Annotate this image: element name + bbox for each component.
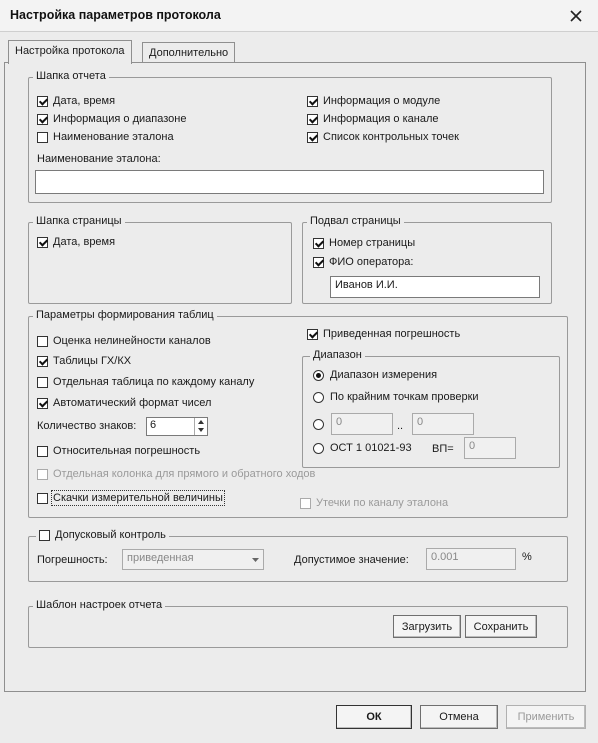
error-type-label: Погрешность: (37, 554, 108, 566)
table-params-legend: Параметры формирования таблиц (33, 309, 217, 321)
percent-unit: % (522, 551, 532, 563)
page-header-group (28, 222, 292, 304)
allowed-value-label: Допустимое значение: (294, 554, 409, 566)
range-custom-dot (313, 419, 324, 430)
page-footer-legend: Подвал страницы (307, 215, 404, 227)
tab-additional[interactable]: Дополнительно (142, 42, 235, 63)
separate-column-check (37, 469, 48, 480)
reduced-error-check (307, 329, 318, 340)
date-time-checkbox[interactable]: Дата, время (37, 95, 115, 107)
cancel-button[interactable]: Отмена (420, 705, 498, 729)
range-to-input[interactable]: 0 (412, 413, 474, 435)
leaks-checkbox[interactable]: Утечки по каналу эталона (300, 497, 448, 509)
tab-protocol-settings[interactable]: Настройка протокола (8, 40, 132, 64)
close-button[interactable] (564, 6, 588, 26)
separate-table-checkbox[interactable]: Отдельная таблица по каждому каналу (37, 376, 254, 388)
apply-button[interactable]: Применить (506, 705, 586, 729)
close-icon (570, 10, 582, 22)
date-time-check (37, 96, 48, 107)
chevron-down-icon (251, 557, 260, 563)
page-header-legend: Шапка страницы (33, 215, 125, 227)
module-info-check (307, 96, 318, 107)
nonlinearity-check (37, 336, 48, 347)
save-template-button[interactable]: Сохранить (465, 615, 537, 638)
range-info-check (37, 114, 48, 125)
relative-error-check (37, 446, 48, 457)
digits-spin-buttons[interactable] (194, 418, 207, 435)
range-separator: .. (397, 420, 404, 432)
ost-dot (313, 443, 324, 454)
range-from-input[interactable]: 0 (331, 413, 393, 435)
allowed-value-input[interactable]: 0.001 (426, 548, 516, 570)
etalon-name-input[interactable] (35, 170, 544, 194)
tables-gx-check (37, 356, 48, 367)
template-legend: Шаблон настроек отчета (33, 599, 165, 611)
reduced-error-checkbox[interactable]: Приведенная погрешность (307, 328, 460, 340)
etalon-name-checkbox[interactable]: Наименование эталона (37, 131, 174, 143)
range-extreme-points-radio[interactable]: По крайним точкам проверки (313, 391, 479, 403)
channel-info-check (307, 114, 318, 125)
report-header-legend: Шапка отчета (33, 70, 109, 82)
separate-column-checkbox[interactable]: Отдельная колонка для прямого и обратного ходов (37, 468, 315, 480)
range-info-checkbox[interactable]: Информация о диапазоне (37, 113, 186, 125)
operator-name-checkbox[interactable]: ФИО оператора: (313, 256, 413, 268)
jumps-check (37, 493, 48, 504)
page-date-time-check (37, 237, 48, 248)
range-measurement-dot (313, 370, 324, 381)
digits-stepper[interactable]: 6 (146, 417, 208, 436)
range-legend: Диапазон (310, 349, 365, 361)
load-button[interactable]: Загрузить (393, 615, 461, 638)
tolerance-checkbox[interactable]: Допусковый контроль (36, 529, 169, 541)
control-points-checkbox[interactable]: Список контрольных точек (307, 131, 459, 143)
auto-format-checkbox[interactable]: Автоматический формат чисел (37, 397, 211, 409)
vp-input[interactable]: 0 (464, 437, 516, 459)
relative-error-checkbox[interactable]: Относительная погрешность (37, 445, 200, 457)
range-extreme-points-dot (313, 392, 324, 403)
ost-radio[interactable]: ОСТ 1 01021-93 (313, 442, 412, 454)
etalon-name-check (37, 132, 48, 143)
spin-down-icon[interactable] (195, 426, 207, 434)
auto-format-check (37, 398, 48, 409)
module-info-checkbox[interactable]: Информация о модуле (307, 95, 440, 107)
range-custom-radio[interactable] (313, 419, 330, 430)
page-number-check (313, 238, 324, 249)
operator-name-check (313, 257, 324, 268)
window-title: Настройка параметров протокола (10, 8, 221, 22)
spin-up-icon[interactable] (195, 418, 207, 426)
separate-table-check (37, 377, 48, 388)
etalon-name-label: Наименование эталона: (37, 153, 161, 165)
page-date-time-checkbox[interactable]: Дата, время (37, 236, 115, 248)
operator-name-input[interactable]: Иванов И.И. (330, 276, 540, 298)
channel-info-checkbox[interactable]: Информация о канале (307, 113, 438, 125)
tables-gx-checkbox[interactable]: Таблицы ГХ/КХ (37, 355, 131, 367)
tolerance-check (39, 530, 50, 541)
leaks-check (300, 498, 311, 509)
error-type-select[interactable]: приведенная (122, 549, 264, 570)
range-measurement-radio[interactable]: Диапазон измерения (313, 369, 437, 381)
ok-button[interactable]: ОК (336, 705, 412, 729)
error-type-dropdown-button[interactable] (248, 551, 262, 568)
jumps-checkbox[interactable]: Скачки измерительной величины (37, 492, 223, 504)
nonlinearity-checkbox[interactable]: Оценка нелинейности каналов (37, 335, 211, 347)
page-number-checkbox[interactable]: Номер страницы (313, 237, 415, 249)
control-points-check (307, 132, 318, 143)
vp-label: ВП= (432, 443, 454, 455)
digits-label: Количество знаков: (37, 420, 137, 432)
